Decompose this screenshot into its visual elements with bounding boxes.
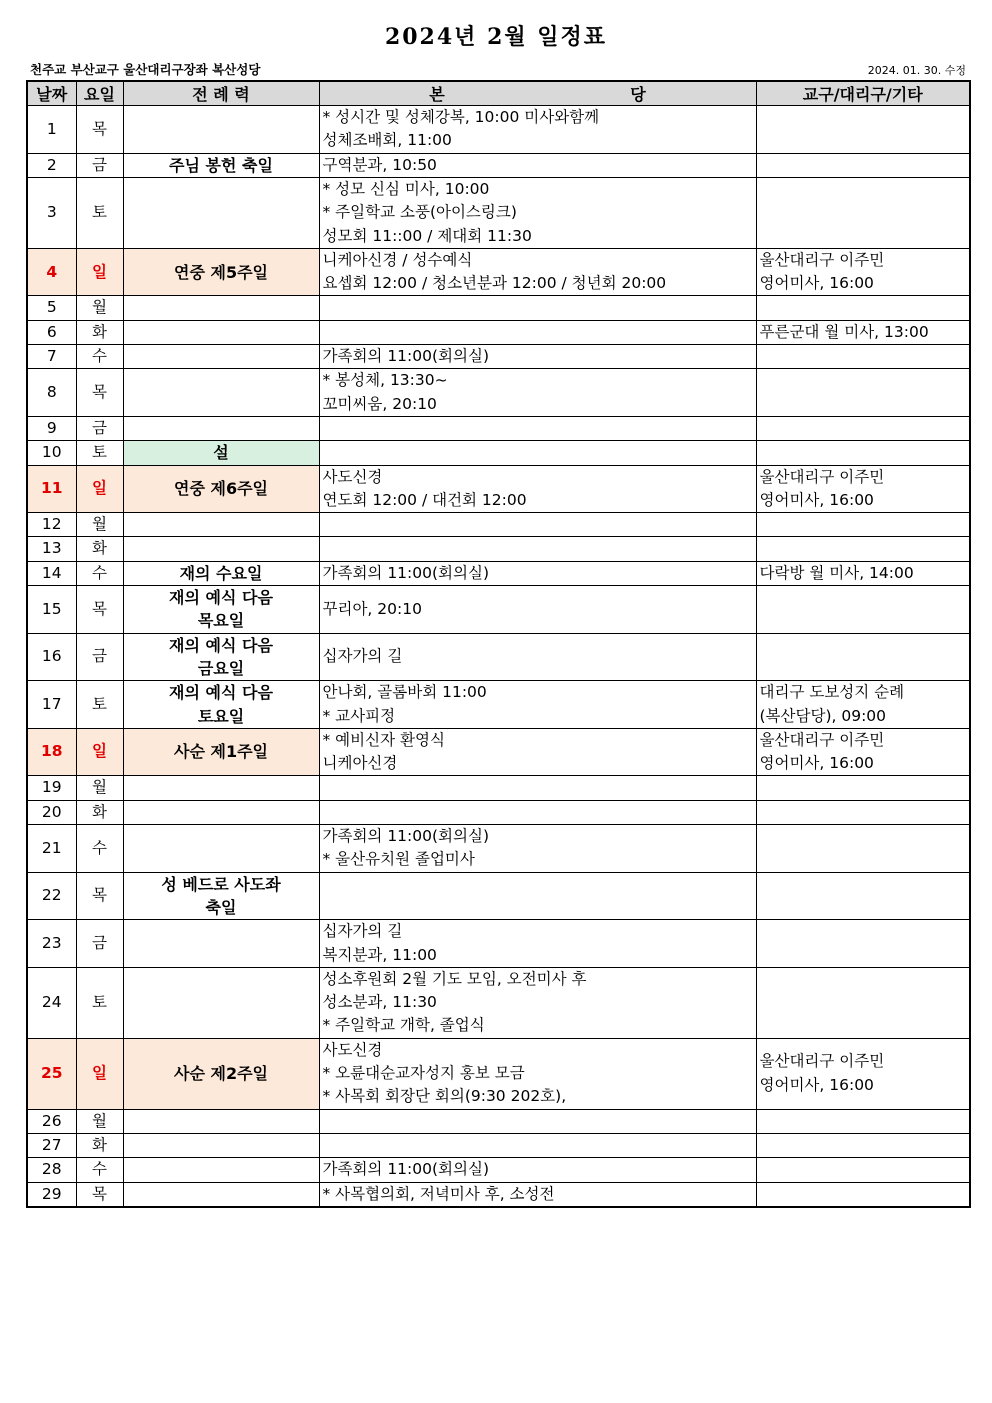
schedule-rows (27, 106, 970, 1207)
table-row (27, 465, 970, 513)
liturgy-cell (123, 872, 319, 920)
liturgy-text: 재의 예식 다음 (169, 683, 273, 703)
liturgy-cell (123, 441, 319, 465)
liturgy-text: 연중 제6주일 (174, 479, 268, 499)
other-event-cell (756, 967, 970, 1038)
table-row (27, 369, 970, 417)
schedule-table (26, 80, 971, 1208)
weekday-cell: 목 (76, 872, 123, 920)
other-event-cell (756, 633, 970, 681)
day-cell: 7 (27, 345, 76, 369)
weekday-cell: 수 (76, 825, 123, 873)
weekday-cell: 월 (76, 776, 123, 800)
table-row (27, 1109, 970, 1133)
table-row (27, 513, 970, 537)
day-cell: 2 (27, 153, 76, 177)
header-day: 날짜 (27, 81, 76, 106)
day-cell: 9 (27, 416, 76, 440)
liturgy-cell (123, 177, 319, 248)
day-cell: 27 (27, 1133, 76, 1157)
table-row (27, 825, 970, 873)
other-event-cell (756, 1133, 970, 1157)
weekday-cell: 금 (76, 416, 123, 440)
liturgy-cell (123, 345, 319, 369)
main-event-line: 요셉회 12:00 / 청소년분과 12:00 / 청년회 20:00 (322, 274, 667, 293)
other-event-cell (756, 681, 970, 729)
main-event-cell (319, 441, 756, 465)
main-event-cell (319, 681, 756, 729)
day-cell: 14 (27, 561, 76, 585)
main-event-line: 꾸리아, 20:10 (322, 599, 422, 618)
day-cell: 3 (27, 177, 76, 248)
liturgy-text: 연중 제5주일 (174, 262, 268, 282)
day-cell: 29 (27, 1182, 76, 1207)
main-event-line: 꼬미씨움, 20:10 (322, 394, 437, 413)
main-event-line: 성소분과, 11:30 (322, 993, 437, 1012)
weekday-cell: 수 (76, 345, 123, 369)
day-cell: 15 (27, 586, 76, 634)
main-event-cell (319, 1133, 756, 1157)
weekday-cell: 토 (76, 681, 123, 729)
day-cell: 22 (27, 872, 76, 920)
day-cell: 26 (27, 1109, 76, 1133)
day-cell: 18 (27, 728, 76, 776)
table-row (27, 345, 970, 369)
weekday-cell: 수 (76, 1158, 123, 1182)
liturgy-cell (123, 1038, 319, 1109)
main-event-line: 가족회의 11:00(회의실) (322, 347, 490, 366)
day-cell: 16 (27, 633, 76, 681)
main-event-line: 성모회 11::00 / 제대회 11:30 (322, 226, 532, 245)
liturgy-cell (123, 681, 319, 729)
main-event-line: * 울산유치원 졸업미사 (322, 850, 475, 869)
liturgy-text: 재의 예식 다음 (169, 588, 273, 608)
liturgy-text: 사순 제1주일 (174, 742, 268, 762)
main-event-line: 안나회, 골롬바회 11:00 (322, 683, 487, 702)
main-event-line: * 성시간 및 성체강복, 10:00 미사와함께 (322, 108, 600, 126)
main-event-cell (319, 920, 756, 968)
weekday-cell: 일 (76, 248, 123, 296)
weekday-cell: 월 (76, 513, 123, 537)
other-event-cell (756, 465, 970, 513)
table-row (27, 776, 970, 800)
weekday-cell: 목 (76, 106, 123, 154)
other-event-cell (756, 920, 970, 968)
revision-date: 2024. 01. 30. 수정 (867, 64, 966, 77)
liturgy-text: 재의 예식 다음 (169, 635, 273, 655)
table-row (27, 177, 970, 248)
main-event-cell (319, 561, 756, 585)
main-event-line: 사도신경 (322, 467, 383, 486)
liturgy-cell (123, 296, 319, 320)
main-event-cell (319, 1158, 756, 1182)
table-row (27, 728, 970, 776)
other-event-cell (756, 153, 970, 177)
day-cell: 4 (27, 248, 76, 296)
day-cell: 21 (27, 825, 76, 873)
table-row (27, 633, 970, 681)
day-cell: 11 (27, 465, 76, 513)
other-event-line: 울산대리구 이주민 (759, 250, 885, 269)
liturgy-cell (123, 825, 319, 873)
main-event-line: * 교사피정 (322, 706, 396, 725)
table-row (27, 248, 970, 296)
main-event-cell (319, 248, 756, 296)
table-row (27, 537, 970, 561)
main-event-cell (319, 537, 756, 561)
other-event-cell (756, 177, 970, 248)
liturgy-cell (123, 1158, 319, 1182)
other-event-cell (756, 561, 970, 585)
other-event-line: 울산대리구 이주민 (759, 467, 885, 486)
main-event-cell (319, 586, 756, 634)
weekday-cell: 금 (76, 633, 123, 681)
table-row (27, 416, 970, 440)
weekday-cell: 일 (76, 728, 123, 776)
header-main: 본 당 (319, 81, 756, 106)
other-event-cell (756, 800, 970, 824)
other-event-cell (756, 1109, 970, 1133)
main-event-cell (319, 465, 756, 513)
other-event-cell (756, 441, 970, 465)
weekday-cell: 일 (76, 1038, 123, 1109)
other-event-cell (756, 1182, 970, 1207)
other-event-cell (756, 728, 970, 776)
weekday-cell: 토 (76, 967, 123, 1038)
liturgy-cell (123, 633, 319, 681)
liturgy-cell (123, 1109, 319, 1133)
day-cell: 13 (27, 537, 76, 561)
other-event-line: 영어미사, 16:00 (759, 274, 874, 293)
weekday-cell: 화 (76, 800, 123, 824)
day-cell: 1 (27, 106, 76, 154)
day-cell: 10 (27, 441, 76, 465)
main-event-cell (319, 1038, 756, 1109)
header-weekday: 요일 (76, 81, 123, 106)
main-event-line: 십자가의 길 (322, 922, 403, 941)
day-cell: 23 (27, 920, 76, 968)
liturgy-text: 성 베드로 사도좌 (161, 874, 281, 894)
day-cell: 25 (27, 1038, 76, 1109)
weekday-cell: 토 (76, 441, 123, 465)
liturgy-cell (123, 416, 319, 440)
main-event-cell (319, 320, 756, 344)
other-event-cell (756, 1038, 970, 1109)
weekday-cell: 화 (76, 1133, 123, 1157)
other-event-line: 울산대리구 이주민 (759, 1052, 885, 1071)
main-event-cell (319, 800, 756, 824)
main-event-line: * 주일학교 소풍(아이스링크) (322, 203, 517, 222)
main-event-line: 가족회의 11:00(회의실) (322, 563, 490, 582)
table-row (27, 106, 970, 154)
weekday-cell: 토 (76, 177, 123, 248)
main-event-cell (319, 1109, 756, 1133)
weekday-cell: 금 (76, 920, 123, 968)
main-event-line: * 예비신자 환영식 (322, 730, 445, 749)
main-event-cell (319, 633, 756, 681)
liturgy-text: 주님 봉헌 축일 (169, 155, 273, 175)
main-event-cell (319, 825, 756, 873)
main-event-line: * 오륜대순교자성지 홍보 모금 (322, 1064, 525, 1083)
other-event-cell (756, 416, 970, 440)
day-cell: 28 (27, 1158, 76, 1182)
day-cell: 24 (27, 967, 76, 1038)
organization-name: 천주교 부산교구 울산대리구장좌 복산성당 (30, 62, 261, 77)
main-event-line: 복지분과, 11:00 (322, 945, 437, 964)
other-event-cell (756, 345, 970, 369)
weekday-cell: 월 (76, 1109, 123, 1133)
other-event-line: 푸른군대 월 미사, 13:00 (759, 322, 929, 341)
other-event-line: 다락방 월 미사, 14:00 (759, 563, 914, 582)
table-row (27, 296, 970, 320)
table-row (27, 441, 970, 465)
main-event-line: * 사목협의회, 저녁미사 후, 소성전 (322, 1184, 555, 1203)
weekday-cell: 금 (76, 153, 123, 177)
liturgy-cell (123, 776, 319, 800)
header-other: 교구/대리구/기타 (756, 81, 970, 106)
main-event-cell (319, 153, 756, 177)
main-event-line: 성소후원회 2월 기도 모임, 오전미사 후 (322, 969, 587, 988)
other-event-cell (756, 369, 970, 417)
main-event-cell (319, 296, 756, 320)
other-event-line: 영어미사, 16:00 (759, 1075, 874, 1094)
table-row (27, 561, 970, 585)
liturgy-cell (123, 537, 319, 561)
other-event-line: (복산담당), 09:00 (759, 706, 887, 725)
liturgy-cell (123, 248, 319, 296)
liturgy-cell (123, 1133, 319, 1157)
liturgy-cell (123, 106, 319, 154)
main-event-cell (319, 369, 756, 417)
liturgy-cell (123, 920, 319, 968)
main-event-cell (319, 513, 756, 537)
table-row (27, 872, 970, 920)
liturgy-cell (123, 561, 319, 585)
table-row (27, 920, 970, 968)
liturgy-cell (123, 513, 319, 537)
day-cell: 6 (27, 320, 76, 344)
other-event-cell (756, 513, 970, 537)
weekday-cell: 목 (76, 369, 123, 417)
table-row (27, 1182, 970, 1207)
other-event-cell (756, 296, 970, 320)
liturgy-cell (123, 369, 319, 417)
other-event-cell (756, 872, 970, 920)
other-event-line: 영어미사, 16:00 (759, 754, 874, 773)
weekday-cell: 월 (76, 296, 123, 320)
table-row (27, 320, 970, 344)
table-row (27, 967, 970, 1038)
liturgy-cell (123, 586, 319, 634)
day-cell: 19 (27, 776, 76, 800)
main-event-line: 연도회 12:00 / 대건회 12:00 (322, 490, 527, 509)
weekday-cell: 화 (76, 537, 123, 561)
weekday-cell: 수 (76, 561, 123, 585)
main-event-cell (319, 872, 756, 920)
weekday-cell: 일 (76, 465, 123, 513)
other-event-cell (756, 320, 970, 344)
other-event-line: 영어미사, 16:00 (759, 490, 874, 509)
other-event-cell (756, 248, 970, 296)
other-event-cell (756, 776, 970, 800)
table-row (27, 1038, 970, 1109)
other-event-cell (756, 537, 970, 561)
main-event-cell (319, 1182, 756, 1207)
day-cell: 20 (27, 800, 76, 824)
main-event-line: 구역분과, 10:50 (322, 155, 437, 174)
main-event-line: * 사목회 회장단 회의(9:30 202호), (322, 1087, 567, 1106)
main-event-cell (319, 776, 756, 800)
main-event-cell (319, 345, 756, 369)
main-event-line: * 봉성체, 13:30~ (322, 371, 448, 390)
main-event-line: 가족회의 11:00(회의실) (322, 827, 490, 846)
main-event-cell (319, 177, 756, 248)
main-event-cell (319, 728, 756, 776)
liturgy-cell (123, 728, 319, 776)
main-event-line: * 주일학교 개학, 졸업식 (322, 1016, 485, 1035)
liturgy-cell (123, 1182, 319, 1207)
liturgy-text: 목요일 (197, 611, 245, 631)
weekday-cell: 목 (76, 1182, 123, 1207)
day-cell: 5 (27, 296, 76, 320)
weekday-cell: 화 (76, 320, 123, 344)
main-event-line: 가족회의 11:00(회의실) (322, 1160, 490, 1179)
table-row (27, 681, 970, 729)
table-row (27, 1158, 970, 1182)
liturgy-text: 사순 제2주일 (174, 1064, 268, 1084)
day-cell: 17 (27, 681, 76, 729)
liturgy-cell (123, 320, 319, 344)
main-event-line: 성체조배회, 11:00 (322, 131, 452, 150)
other-event-cell (756, 1158, 970, 1182)
liturgy-cell (123, 967, 319, 1038)
other-event-line: 울산대리구 이주민 (759, 730, 885, 749)
table-row (27, 586, 970, 634)
day-cell: 8 (27, 369, 76, 417)
page-title: 2024년 2월 일정표 (384, 24, 608, 50)
table-header-row (27, 81, 970, 106)
liturgy-text: 설 (213, 443, 229, 463)
main-event-cell (319, 967, 756, 1038)
liturgy-text: 재의 수요일 (179, 563, 263, 583)
main-event-line: 니케아신경 (322, 754, 398, 773)
other-event-cell (756, 586, 970, 634)
main-event-line: 니케아신경 / 성수예식 (322, 250, 473, 269)
liturgy-cell (123, 465, 319, 513)
other-event-line: 대리구 도보성지 순례 (759, 683, 905, 702)
main-event-cell (319, 416, 756, 440)
main-event-line: 사도신경 (322, 1040, 383, 1059)
main-event-cell (319, 106, 756, 154)
liturgy-cell (123, 153, 319, 177)
liturgy-text: 토요일 (197, 706, 245, 726)
liturgy-cell (123, 800, 319, 824)
day-cell: 12 (27, 513, 76, 537)
table-row (27, 1133, 970, 1157)
weekday-cell: 목 (76, 586, 123, 634)
table-row (27, 153, 970, 177)
other-event-cell (756, 106, 970, 154)
liturgy-text: 금요일 (197, 658, 245, 678)
main-event-line: * 성모 신심 미사, 10:00 (322, 179, 490, 198)
liturgy-text: 축일 (205, 897, 237, 917)
header-liturgy: 전 례 력 (123, 81, 319, 106)
main-event-line: 십자가의 길 (322, 647, 403, 666)
table-row (27, 800, 970, 824)
other-event-cell (756, 825, 970, 873)
